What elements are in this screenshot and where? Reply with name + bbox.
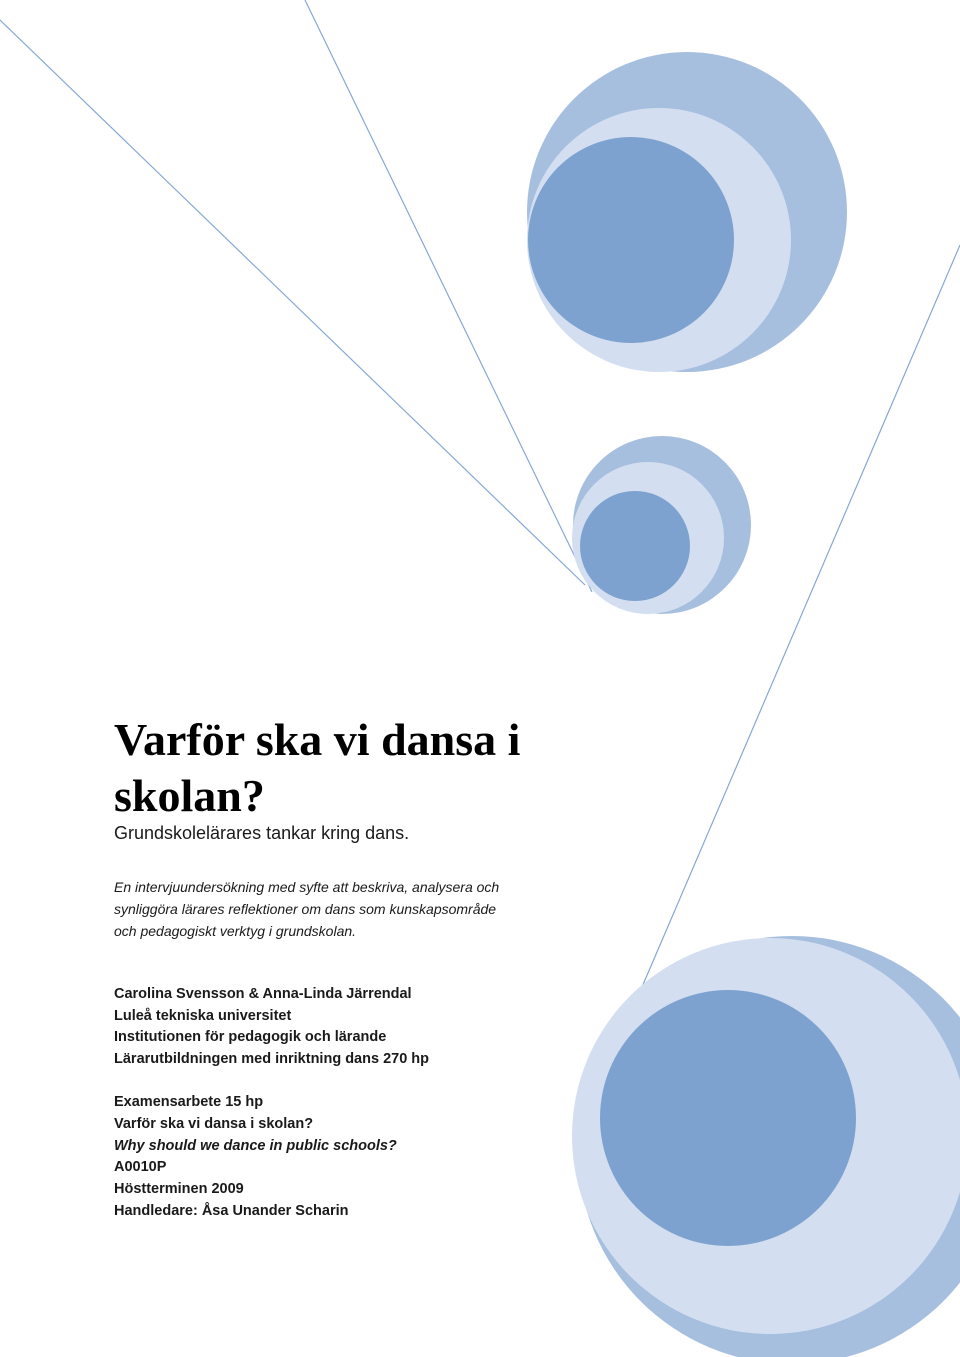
exam-title-swedish: Varför ska vi dansa i skolan? bbox=[114, 1115, 314, 1132]
abstract-line-2: synliggöra lärares reflektioner om dans som kunskapsområde bbox=[114, 901, 497, 917]
term: Höstterminen 2009 bbox=[114, 1181, 244, 1198]
small-circle-inner bbox=[580, 491, 690, 601]
supervisor: Handledare: Åsa Unander Scharin bbox=[114, 1202, 349, 1219]
document-subtitle: Grundskolelärares tankar kring dans. bbox=[114, 823, 410, 843]
exam-title-english: Why should we dance in public schools? bbox=[114, 1137, 397, 1154]
institution-name: Institutionen för pedagogik och lärande bbox=[114, 1029, 387, 1045]
large-circle-group bbox=[527, 52, 847, 372]
title-line-1: Varför ska vi dansa i bbox=[114, 714, 521, 765]
bottom-circle-group bbox=[572, 936, 960, 1357]
document-title bbox=[114, 712, 634, 824]
abstract-text bbox=[114, 876, 584, 942]
abstract-line-1: En intervjuundersökning med syfte att beskriva, analysera och bbox=[114, 879, 500, 895]
bottom-circle-inner bbox=[600, 990, 856, 1246]
author-names: Carolina Svensson & Anna-Linda Järrendal bbox=[114, 986, 412, 1002]
small-circle-group bbox=[572, 436, 751, 614]
abstract-line-3: och pedagogiskt verktyg i grundskolan. bbox=[114, 923, 357, 939]
university-name: Luleå tekniska universitet bbox=[114, 1007, 292, 1024]
exam-info-block bbox=[114, 1092, 397, 1223]
author-block bbox=[114, 984, 429, 1070]
exam-type: Examensarbete 15 hp bbox=[114, 1094, 264, 1110]
title-line-2: skolan? bbox=[114, 770, 265, 821]
diagonal-line-1 bbox=[0, 20, 585, 585]
large-circle-inner bbox=[528, 137, 734, 343]
course-code: A0010P bbox=[114, 1159, 167, 1176]
program-name: Lärarutbildningen med inriktning dans 270 hp bbox=[114, 1050, 430, 1067]
